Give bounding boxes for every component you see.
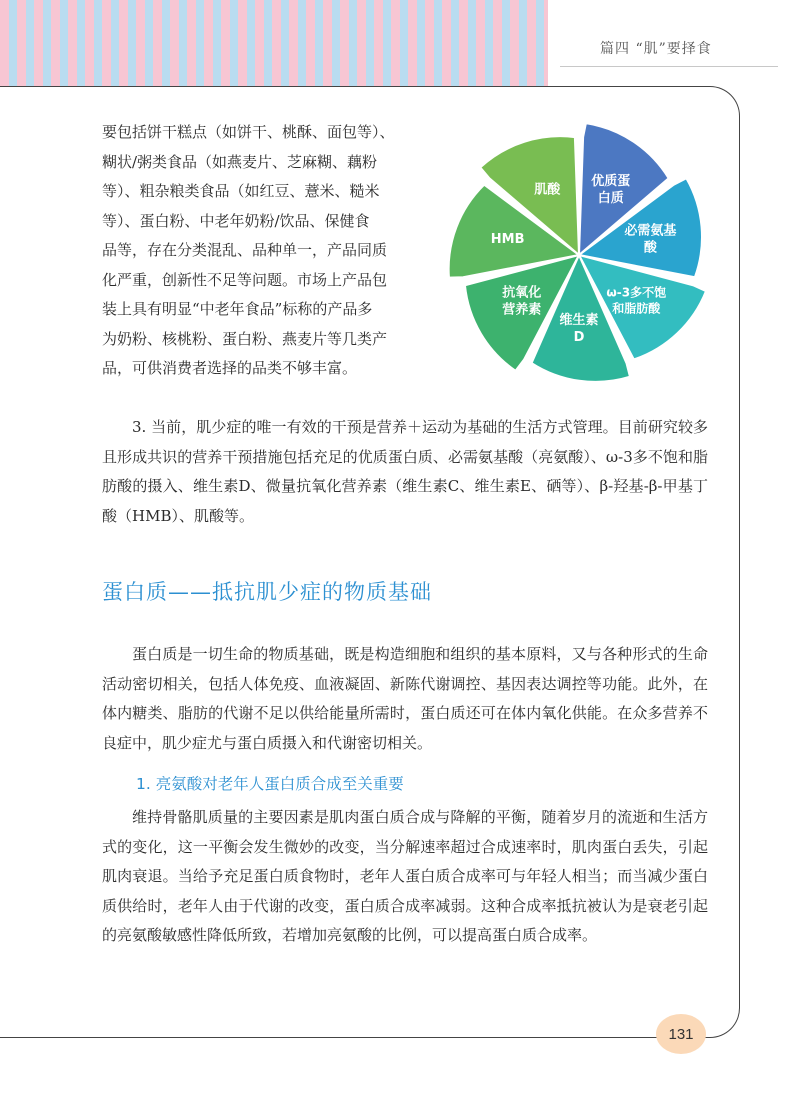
paragraph-text: 蛋白质是一切生命的物质基础，既是构造细胞和组织的基本原料，又与各种形式的生命活动密切相关，包括人体免疫、血液凝固、新陈代谢调控、基因表达调控等功能。此外，在体内糖类、脂肪的代谢不足以供给能量所需时，蛋白质还可在体内氧化供能。在众多营养不良症中，肌少症尤与蛋白质摄入和代谢密切相关。 — [102, 645, 708, 752]
section-title: 蛋白质——抵抗肌少症的物质基础 — [102, 580, 432, 604]
pie-label: 必需氨基 — [624, 223, 677, 239]
text-line: 为奶粉、核桃粉、蛋白粉、燕麦片等几类产 — [102, 329, 388, 348]
text-line: 品等，存在分类混乱、品种单一，产品同质 — [102, 241, 388, 259]
text-line: 糊状/粥类食品（如燕麦片、芝麻糊、藕粉 — [102, 152, 378, 171]
text-line: 要包括饼干糕点（如饼干、桃酥、面包等）、 — [102, 123, 395, 141]
section-paragraph — [102, 640, 708, 758]
pie-label: ω-3多不饱 — [606, 285, 667, 300]
page-number: 131 — [656, 1014, 706, 1054]
text-line: 品，可供消费者选择的品类不够丰富。 — [102, 359, 358, 377]
text-line: 等）、粗杂粮类食品（如红豆、薏米、糙米 — [102, 182, 380, 200]
decorative-stripes — [0, 0, 548, 86]
header-divider — [560, 66, 778, 67]
subsection-paragraph — [102, 803, 708, 951]
paragraph-text: 维持骨骼肌质量的主要因素是肌肉蛋白质合成与降解的平衡，随着岁月的流逝和生活方式的变化，这一平衡会发生微妙的改变，当分解速率超过合成速率时，肌肉蛋白丢失，引起肌肉衰退。当给予充足蛋白质食物时，老年人蛋白质合成率可与年轻人相当；而当减少蛋白质供给时，老年人由于代谢的改变，蛋白质合成率减弱。这种合成率抵抗被认为是衰老引起的亮氨酸敏感性降低所致，若增加亮氨酸的比例，可以提高蛋白质合成率。 — [102, 808, 708, 944]
subsection-title: 1. 亮氨酸对老年人蛋白质合成至关重要 — [136, 775, 404, 793]
pie-label: 和脂肪酸 — [612, 301, 661, 316]
pie-label: 维生素 — [559, 312, 599, 328]
text-line: 装上具有明显“中老年食品”标称的产品多 — [102, 300, 373, 318]
pie-label: 白质 — [597, 190, 624, 206]
paragraph-3 — [102, 413, 708, 531]
chapter-header: 篇四 “肌”要择食 — [600, 41, 712, 57]
text-line: 化严重，创新性不足等问题。市场上产品包 — [102, 270, 388, 289]
nutrient-pie-diagram — [443, 119, 715, 391]
pie-label: D — [573, 329, 585, 345]
pie-label: 营养素 — [502, 302, 542, 318]
pie-label: 酸 — [643, 240, 657, 256]
left-column-text — [102, 118, 428, 384]
text-line: 等）、蛋白粉、中老年奶粉/饮品、保健食 — [102, 211, 370, 230]
pie-label: HMB — [490, 232, 525, 248]
pie-label: 抗氧化 — [502, 285, 542, 301]
pie-label: 优质蛋 — [591, 173, 631, 189]
paragraph-text: 3. 当前，肌少症的唯一有效的干预是营养＋运动为基础的生活方式管理。目前研究较多且形成共识的营养干预措施包括充足的优质蛋白质、必需氨基酸（亮氨酸）、ω-3多不饱和脂肪酸的摄入、维生素D、微量抗氧化营养素（维生素C、维生素E、硒等）、β-羟基-β-甲基丁酸（HMB）、肌酸等。 — [102, 418, 708, 525]
pie-label: 肌酸 — [534, 182, 561, 198]
